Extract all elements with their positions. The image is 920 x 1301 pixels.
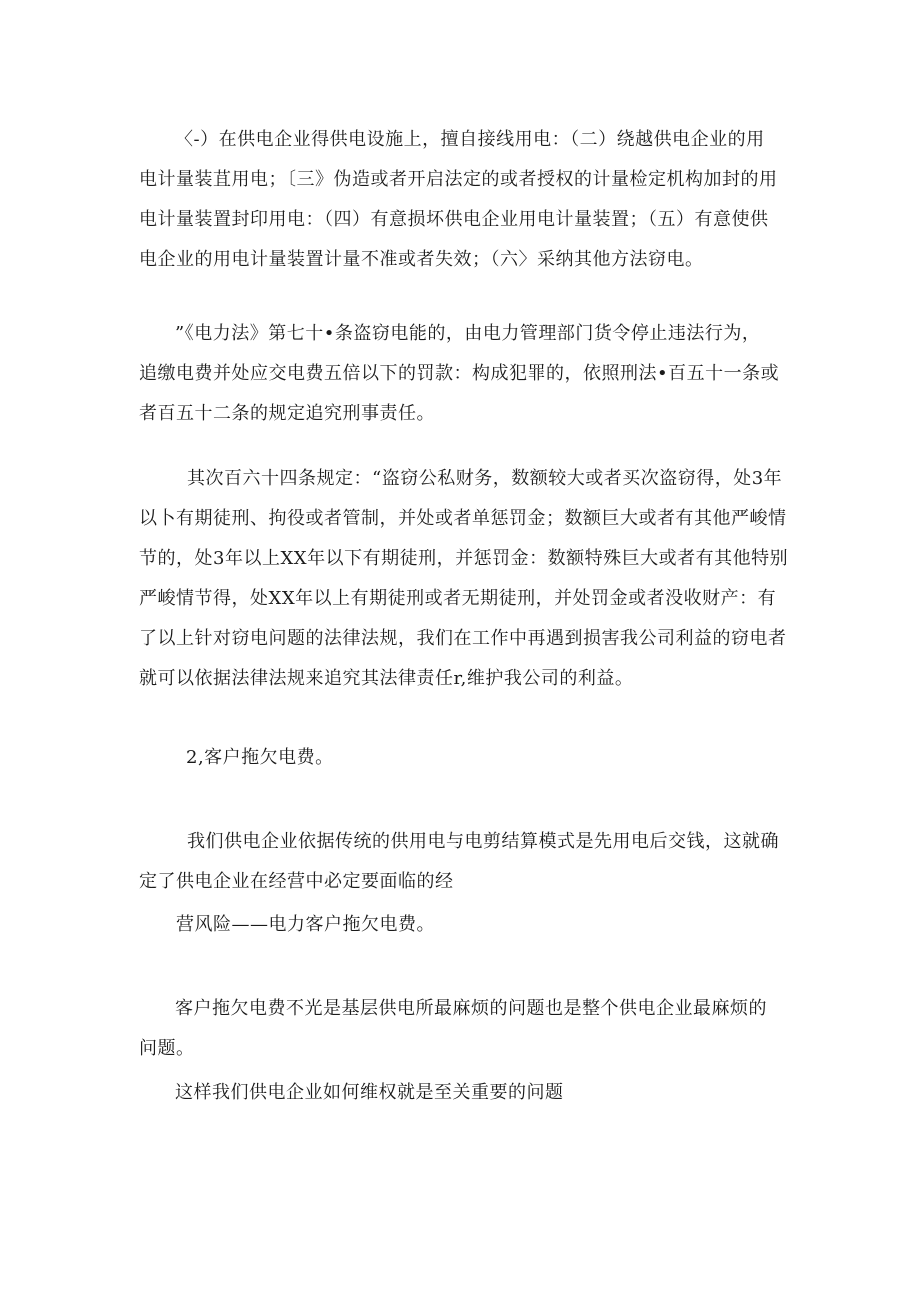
text-line: 客户拖欠电费不光是基层供电所最麻烦的问题也是整个供电企业最麻烦的 bbox=[175, 998, 767, 1019]
text-line: 了以上针对窃电问题的法律法规，我们在工作中再遇到损害我公司利益的窃电者 bbox=[139, 628, 787, 649]
text-line: 严峻情节得，处XX年以上有期徒刑或者无期徒刑，并处罚金或者没收财产：有 bbox=[139, 588, 777, 609]
paragraph-criminal-law bbox=[139, 459, 788, 699]
text-line: 电计量装置封印用电：（四）有意损坏供电企业用电计量装置；（五）有意使供 bbox=[139, 209, 769, 230]
paragraph-arrears-problem bbox=[139, 989, 767, 1069]
text-line: 就可以依据法律法规来追究其法律责任r,维护我公司的利益。 bbox=[139, 668, 634, 689]
paragraph-electricity-theft-acts bbox=[139, 120, 778, 280]
paragraph-electricity-law bbox=[139, 314, 779, 434]
text-line: 电计量装苴用电；〔三》伪造或者开启法定的或者授权的计量检定机构加封的用 bbox=[139, 169, 778, 190]
text-line: 营风险——电力客户拖欠电费。 bbox=[176, 914, 435, 935]
paragraph-settlement-mode bbox=[139, 822, 779, 902]
text-line: 我们供电企业依据传统的供用电与电剪结算模式是先用电后交钱，这就确 bbox=[187, 831, 779, 852]
text-line: 者百五十二条的规定追究刑事责任。 bbox=[139, 403, 435, 424]
text-line: 以卜有期徒刑、拘役或者管制，并处或者单惩罚金；数额巨大或者有其他严峻情 bbox=[139, 508, 787, 529]
paragraph-business-risk bbox=[176, 905, 435, 945]
text-line: 节的，处3年以上XX年以下有期徒刑，并惩罚金：数额特殊巨大或者有其他特别 bbox=[139, 548, 789, 569]
paragraph-rights-protection bbox=[175, 1073, 564, 1113]
text-line: 电企业的用电计量装置计量不准或者失效；（六〉采纳其他方法窃电。 bbox=[139, 249, 704, 270]
text-line: 问题。 bbox=[139, 1038, 195, 1059]
text-line: 定了供电企业在经营中必定要面临的经 bbox=[139, 871, 454, 892]
text-line: 追缴电费并处应交电费五倍以下的罚款：构成犯罪的，依照刑法•百五十一条或 bbox=[139, 363, 780, 384]
text-line: 这样我们供电企业如何维权就是至关重要的问题 bbox=[175, 1082, 564, 1103]
text-line: ”《电力法》第七十•条盗窃电能的，由电力管理部门货令停止违法行为， bbox=[175, 323, 761, 344]
text-line: 其次百六十四条规定：“盗窃公私财务，数额较大或者买次盗窃得，处3年 bbox=[187, 468, 783, 489]
text-line: 2,客户拖欠电费。 bbox=[186, 747, 334, 768]
text-line: 〈-）在供电企业得供电设施上，擅自接线用电：（二）绕越供电企业的用 bbox=[175, 129, 765, 150]
section-heading-arrears bbox=[186, 738, 334, 778]
